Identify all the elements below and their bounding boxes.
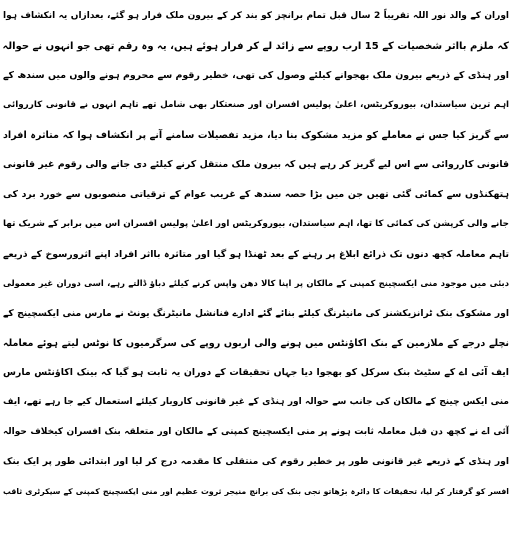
text-line: آئی اے نے کچھ دن قبل معاملہ ثابت ہونے پر منی ایکسچینج کمپنی کے مالکان اور متعلقہ بنک افسران کیخلاف حوالہ bbox=[3, 426, 509, 437]
text-line: اہم ترین سیاستدان، بیوروکریٹس، اعلیٰ پولیس افسران اور صنعتکار بھی شامل تھے تاہم انہوں نے قانونی کارروائی bbox=[3, 100, 509, 111]
text-line: ایف آئی اے کے سٹیٹ بنک سرکل کو بھجوا دیا جہاں تحقیقات کے دوران یہ ثابت ہو گیا کہ بینک اکاؤنٹس مارس bbox=[3, 367, 509, 379]
text-line: تاہم معاملہ کچھ دنوں تک ذرائع ابلاغ پر رہنے کے بعد ٹھنڈا ہو گیا اور متاثرہ بااثر افراد اپنے اثرورسوخ کے ذریعے bbox=[3, 248, 509, 260]
text-line: اور ہنڈی کے ذریعے غیر قانونی طور پر خطیر رقوم کی منتقلی کا مقدمہ درج کر لیا اور ابتدائی طور پر ایک بنک bbox=[3, 456, 509, 468]
text-line: دبئی میں موجود منی ایکسچینج کمپنی کے مالکان پر اپنا کالا دھن واپس کرنے کیلئے دباؤ ڈالتے رہے، اسی دوران غیر معمولی bbox=[3, 278, 509, 289]
text-line: سے گریز کیا جس نے معاملے کو مزید مشکوک بنا دیا، مزید تفصیلات سامنے آنے پر انکشاف ہوا کہ متاثرہ افراد bbox=[3, 129, 509, 141]
text-line: نچلے درجے کے ملازمین کے بنک اکاؤنٹس میں ہونے والی اربوں روپے کی سرگرمیوں کا نوٹس لیتے ہوئے معاملہ bbox=[3, 337, 509, 349]
text-line: کہ ملزم بااثر شخصیات کے 15 ارب روپے سے زائد لے کر فرار ہوئے ہیں، یہ وہ رقم تھی جو انہوں نے حوالہ bbox=[3, 40, 509, 52]
text-line: اوران کے والد نور اللہ تقریباً 2 سال قبل تمام برانچز کو بند کر کے بیرون ملک فرار ہو گئے، بعدازاں یہ انکشاف ہوا bbox=[3, 11, 509, 21]
text-line: ہتھکنڈوں سے کمائی گئی تھیں جن میں بڑا حصہ سندھ کے غریب عوام کے ترقیاتی منصوبوں سے خورد برد کی bbox=[3, 189, 509, 201]
text-line: اور مشکوک بنک ٹرانزیکشنز کی مانیٹرنگ کیلئے بنائے گئے ادارے فنانشل مانیٹرنگ یونٹ نے مارس منی ایکسچینج کے bbox=[3, 307, 509, 319]
text-line: افسر کو گرفتار کر لیا، تحقیقات کا دائرہ بڑھاتو نجی بنک کی برانچ منیجر ثروت عظیم اور منی ایکسچینج کمپنی کے سیکرٹری ثاقب bbox=[3, 487, 509, 496]
text-line: اور ہنڈی کے ذریعے بیرون ملک بھجوانے کیلئے وصول کی تھی، خطیر رقوم سے محروم ہونے والوں میں سندھ کے bbox=[3, 70, 509, 82]
text-line: منی ایکس چینج کے مالکان کی جانب سے حوالہ اور ہنڈی کے غیر قانونی کاروبار کیلئے استعمال کیے جا رہے تھے، ایف bbox=[3, 396, 509, 407]
text-line: جانے والی کرپشن کی کمائی کا تھا، اہم سیاستدان، بیوروکریٹس اور اعلیٰ پولیس افسران اس میں برابر کے شریک تھا bbox=[3, 218, 509, 229]
text-line: قانونی کارروائی سے اس لیے گریز کر رہے ہیں کہ بیرون ملک منتقل کرنے کیلئے دی جانے والی رقوم غیر قانونی bbox=[3, 159, 509, 171]
article-body bbox=[3, 2, 509, 537]
